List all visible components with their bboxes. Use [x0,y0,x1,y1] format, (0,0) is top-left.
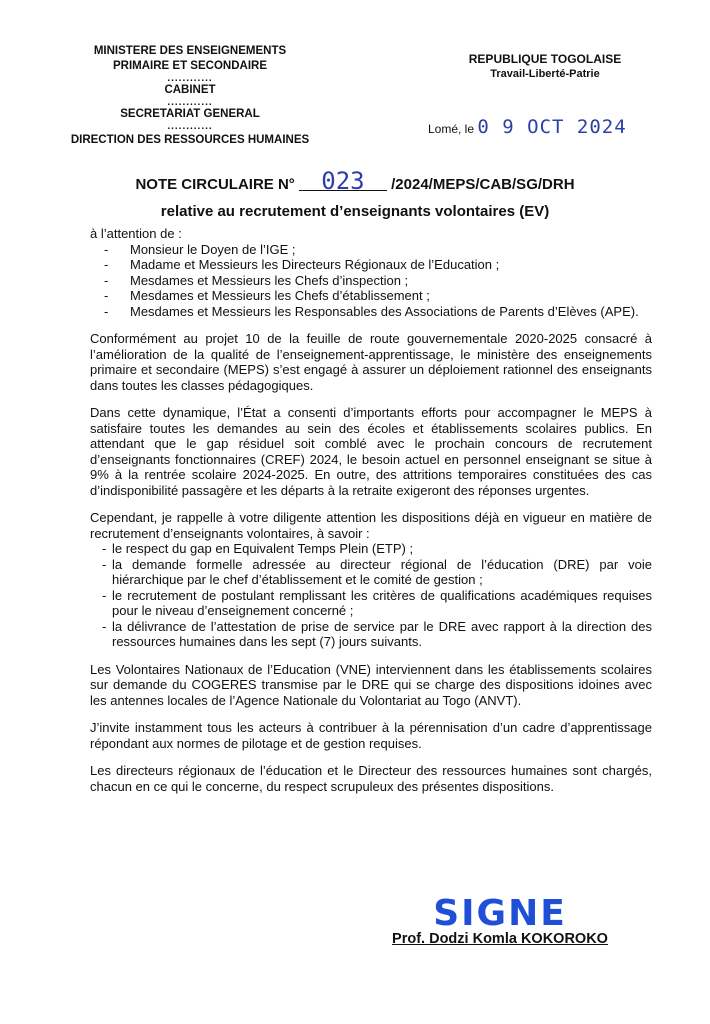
republic-motto: Travail-Liberté-Patrie [490,68,600,80]
dispositions-list [90,541,652,650]
ministry-header [60,44,320,148]
disposition-item: - la délivrance de l’attestation de prise de service par le DRE avec rapport à la direction des ressources humaines dans les sept (7) jours suivants. [102,619,652,650]
paragraph-invitation: J’invite instamment tous les acteurs à contribuer à la pérennisation d’un cadre d’apprentissage répondant aux normes de pilotage et de gestion requises. [90,720,652,751]
attention-label: à l’attention de : [90,226,182,241]
separator-dots: ............ [167,121,213,132]
paragraph-vne: Les Volontaires Nationaux de l’Education (VNE) interviennent dans les établissements scolaires sur demande du COGERES transmise par le DRE qui se charge des dispositions idoines avec les antennes locales de l’Agence Nationale du Volontariat au Togo (ANVT). [90,661,652,708]
disposition-item: - le respect du gap en Equivalent Temps Plein (ETP) ; [102,541,652,557]
note-title [0,167,710,195]
republic-header [450,52,640,82]
note-title-suffix: /2024/MEPS/CAB/SG/DRH [391,176,575,193]
signed-stamp: SIGNE [433,893,567,934]
recipient-item: - Mesdames et Messieurs les Chefs d’inspection ; [104,273,652,289]
republic-name: REPUBLIQUE TOGOLAISE [468,52,622,66]
direction-label: DIRECTION DES RESSOURCES HUMAINES [70,134,310,146]
note-body [90,226,652,794]
note-number: 023 [299,172,387,191]
date-place: Lomé, le [428,122,475,136]
ministry-name-line1: MINISTERE DES ENSEIGNEMENTS [93,45,287,57]
cabinet-label: CABINET [164,84,216,96]
paragraph-context: Conformément au projet 10 de la feuille de route gouvernementale 2020-2025 consacré à l’amélioration de la qualité de l’enseignement-apprentissage, le ministère des enseignements primaire et secondaire (MEPS) s’est engagé à assurer un déploiement rationnel des enseignants dans toutes les classes pédagogiques. [90,331,652,393]
date-line [428,116,627,138]
paragraph-dispositions-intro: Cependant, je rappelle à votre diligente attention les dispositions déjà en vigueur en matière de recrutement d’enseignants volontaires, à savoir : [90,510,652,541]
recipient-item: - Mesdames et Messieurs les Chefs d’établissement ; [104,288,652,304]
disposition-item: - la demande formelle adressée au directeur régional de l’éducation (DRE) par voie hiérarchique par le chef d’établissement et le comité de gestion ; [102,557,652,588]
ministry-name-line2: PRIMAIRE ET SECONDAIRE [113,60,267,72]
paragraph-dynamics: Dans cette dynamique, l’État a consenti d’importants efforts pour accompagner le MEPS à satisfaire toutes les demandes au sein des écoles et établissements scolaires publics. En attendant que le gap résiduel soit comblé avec le prochain concours de recrutement d’enseignants fonctionnaires (CREF) 2024, le besoin actuel en personnel enseignant se situe à 9% à la rentrée scolaire 2024-2025. En outre, des attritions temporaires constituées des cas d’indisponibilité passagère et les départs à la retraite exigeront des réponses urgentes. [90,405,652,498]
recipient-item: - Madame et Messieurs les Directeurs Régionaux de l’Education ; [104,257,652,273]
note-subtitle: relative au recrutement d’enseignants volontaires (EV) [160,203,550,220]
secretariat-label: SECRETARIAT GENERAL [120,108,260,120]
recipient-list [90,242,652,320]
recipient-item: - Monsieur le Doyen de l’IGE ; [104,242,652,258]
disposition-item: - le recrutement de postulant remplissant les critères de qualifications académiques requises pour le niveau d’enseignement concerné ; [102,588,652,619]
separator-dots: ............ [167,97,213,108]
signer-name: Prof. Dodzi Komla KOKOROKO [392,931,608,947]
note-title-prefix: NOTE CIRCULAIRE N° [135,176,295,193]
paragraph-responsibility: Les directeurs régionaux de l’éducation et le Directeur des ressources humaines sont chargés, chacun en ce qui le concerne, du respect scrupuleux des présentes dispositions. [90,763,652,794]
signature-block [360,895,640,947]
date-value: 0 9 OCT 2024 [477,116,627,138]
separator-dots: ............ [167,73,213,84]
recipient-item: - Mesdames et Messieurs les Responsables des Associations de Parents d’Elèves (APE). [104,304,652,320]
